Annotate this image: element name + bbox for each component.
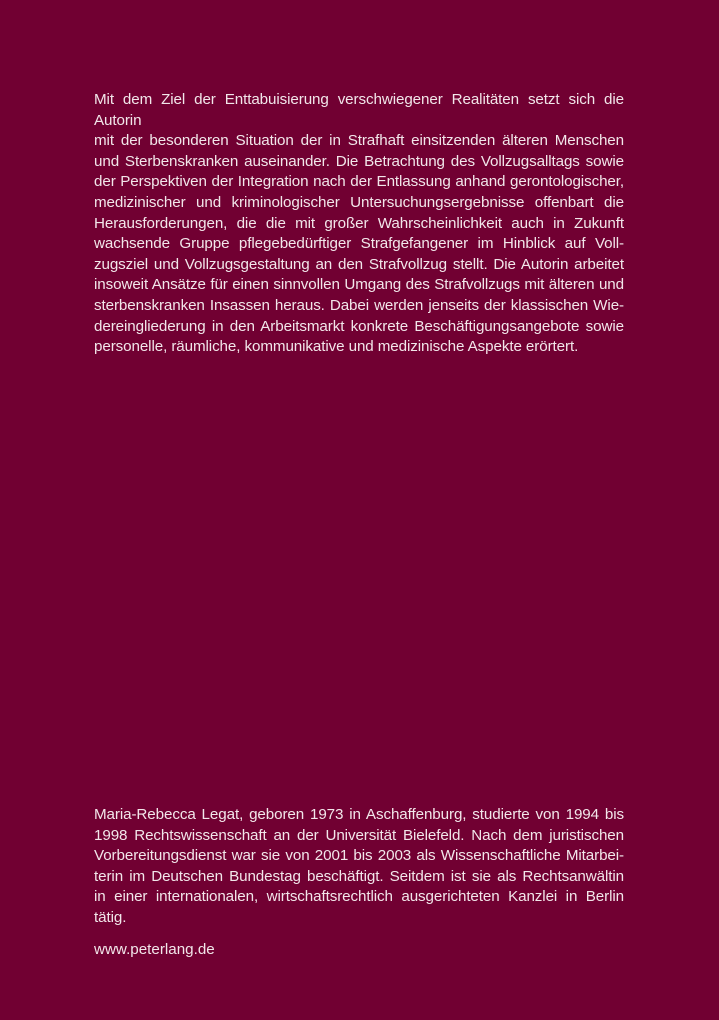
description-line: zugsziel und Vollzugsgestaltung an den Strafvollzug stellt. Die Autorin arbeitet bbox=[94, 255, 624, 273]
description-line: Mit dem Ziel der Enttabuisierung verschwiegener Realitäten setzt sich die Autorin bbox=[94, 91, 624, 129]
description-line: personelle, räumliche, kommunikative und medizinische Aspekte erörtert. bbox=[94, 338, 579, 356]
bio-line: terin im Deutschen Bundestag beschäftigt. Seitdem ist sie als Rechtsanwältin bbox=[94, 867, 624, 885]
description-line: insoweit Ansätze für einen sinnvollen Umgang des Strafvollzugs mit älteren und bbox=[94, 276, 624, 294]
bio-line: in einer internationalen, wirtschaftsrechtlich ausgerichteten Kanzlei in Berlin bbox=[94, 888, 624, 906]
author-bio bbox=[94, 805, 624, 929]
description-line: Herausforderungen, die die mit großer Wahrscheinlichkeit auch in Zukunft bbox=[94, 214, 624, 232]
description-line: der Perspektiven der Integration nach der Entlassung anhand gerontologischer, bbox=[94, 173, 624, 191]
description-line: und Sterbenskranken auseinander. Die Betrachtung des Vollzugsalltags sowie bbox=[94, 152, 624, 170]
bio-line: Vorbereitungsdienst war sie von 2001 bis 2003 als Wissenschaftliche Mitarbei- bbox=[94, 847, 624, 865]
description-line: mit der besonderen Situation der in Strafhaft einsitzenden älteren Menschen bbox=[94, 132, 624, 150]
description-line: wachsende Gruppe pflegebedürftiger Strafgefangener im Hinblick auf Voll- bbox=[94, 235, 624, 253]
description-line: sterbenskranken Insassen heraus. Dabei werden jenseits der klassischen Wie- bbox=[94, 296, 624, 314]
publisher-url: www.peterlang.de bbox=[94, 941, 215, 958]
bio-line: 1998 Rechtswissenschaft an der Universität Bielefeld. Nach dem juristischen bbox=[94, 826, 624, 844]
bio-line: tätig. bbox=[94, 908, 127, 926]
book-description bbox=[94, 90, 624, 358]
description-line: medizinischer und kriminologischer Untersuchungsergebnisse offenbart die bbox=[94, 193, 624, 211]
description-line: dereingliederung in den Arbeitsmarkt konkrete Beschäftigungsangebote sowie bbox=[94, 317, 624, 335]
bio-line: Maria-Rebecca Legat, geboren 1973 in Aschaffenburg, studierte von 1994 bis bbox=[94, 806, 624, 823]
